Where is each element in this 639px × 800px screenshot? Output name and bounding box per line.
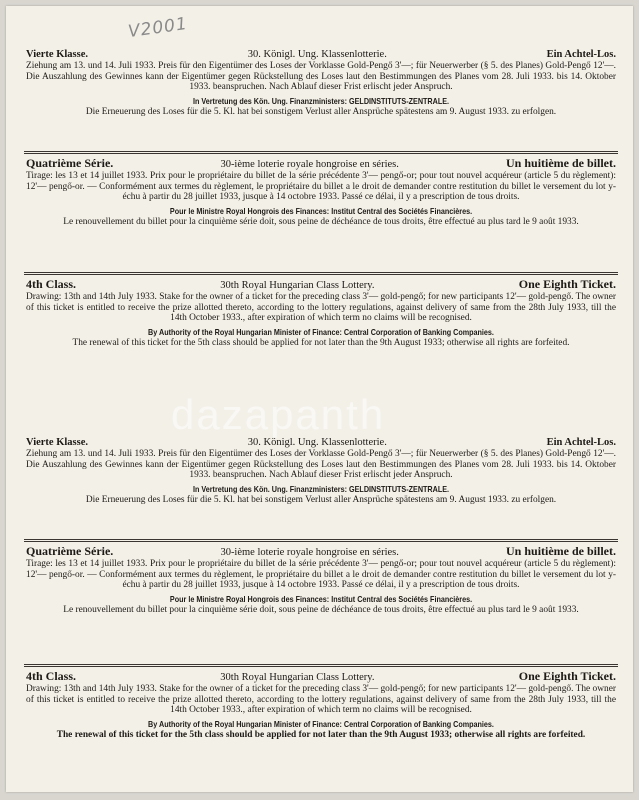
french-section-bottom <box>26 545 616 615</box>
lottery-ticket-sheet <box>6 6 633 792</box>
terms-text: Ziehung am 13. und 14. Juli 1933. Preis für den Eigentümer des Loses der Vorklasse Gold-Pengő 3'—; für Neuerwerber (§ 5. des Planes) Gold-Pengő 12'—. Die Auszahlung des Gewinnes kann der Eigentümer gegen Rückstellung des Loses laut den Bestimmungen des Planes vom 28. Juli 1933. bis 14. Oktober 1933. beanspruchen. Nach Ablauf dieser Frist erlischt jeder Anspruch. <box>26 61 616 93</box>
renewal-text: Le renouvellement du billet pour la cinquième série doit, sous peine de déchéance de tous droits, être effectué au plus tard le 9 août 1933. <box>63 604 579 615</box>
class-label: 4th Class. <box>26 277 77 291</box>
renewal-text: Le renouvellement du billet pour la cinquième série doit, sous peine de déchéance de tous droits, être effectué au plus tard le 9 août 1933. <box>63 216 579 227</box>
divider <box>24 664 618 667</box>
lottery-title: 30-ième loterie royale hongroise en séries. <box>220 547 399 558</box>
english-section-top <box>26 278 616 348</box>
ticket-fraction: Ein Achtel-Los. <box>546 49 616 60</box>
divider <box>24 151 618 154</box>
divider <box>24 539 618 542</box>
terms-text: Drawing: 13th and 14th July 1933. Stake for the owner of a ticket for the preceding class 3'— gold-pengő; for new participants 12'— gold-pengő. The owner of this ticket is entitled to receive the prize allotted thereto, according to the lottery regulations, against delivery of same from the 28th July 1933, till the 14th October 1933., after expiration of which term no claims will be recognised. <box>26 684 616 716</box>
class-label: Vierte Klasse. <box>26 437 89 448</box>
ticket-fraction: Un huitième de billet. <box>506 156 616 170</box>
ticket-fraction: Ein Achtel-Los. <box>546 437 616 448</box>
lottery-title: 30th Royal Hungarian Class Lottery. <box>220 672 375 683</box>
terms-text: Tirage: les 13 et 14 juillet 1933. Prix pour le propriétaire du billet de la série précédente 3'— pengő-or; pour tout nouvel acquéreur (article 5 du règlement): 12'— pengő-or. — Conformément aux termes du règlement, le propriétaire du billet a le droit de demander contre restitution du billet le versement du lot y-échu à partir du 28 juillet 1933, jusque à 14 octobre 1933. Passé ce délai, il y a prescription de tous droits. <box>26 559 616 591</box>
class-label: 4th Class. <box>26 669 77 683</box>
authority-line: Pour le Ministre Royal Hongrois des Finances: Institut Central des Sociétés Financières. <box>169 593 473 604</box>
authority-line: In Vertretung des Kön. Ung. Finanzministers: GELDINSTITUTS-ZENTRALE. <box>192 95 450 106</box>
renewal-text: The renewal of this ticket for the 5th class should be applied for not later than the 9th August 1933; otherwise all rights are forfeited. <box>72 337 570 348</box>
terms-text: Tirage: les 13 et 14 juillet 1933. Prix pour le propriétaire du billet de la série précédente 3'— pengő-or; pour tout nouvel acquéreur (article 5 du règlement): 12'— pengő-or. — Conformément aux termes du règlement, le propriétaire du billet a le droit de demander contre restitution du billet le versement du lot y-échu à partir du 28 juillet 1933, jusque à 14 octobre 1933. Passé ce délai, il y a prescription de tous droits. <box>26 171 616 203</box>
english-section-bottom <box>26 670 616 740</box>
german-section-bottom <box>26 436 616 505</box>
ticket-fraction: Un huitième de billet. <box>506 544 616 558</box>
class-label: Quatrième Série. <box>26 156 114 170</box>
lottery-title: 30. Königl. Ung. Klassenlotterie. <box>247 49 387 60</box>
terms-text: Ziehung am 13. und 14. Juli 1933. Preis für den Eigentümer des Loses der Vorklasse Gold-Pengő 3'—; für Neuerwerber (§ 5. des Planes) Gold-Pengő 12'—. Die Auszahlung des Gewinnes kann der Eigentümer gegen Rückstellung des Loses laut den Bestimmungen des Planes vom 28. Juli 1933. bis 14. Oktober 1933. beanspruchen. Nach Ablauf dieser Frist erlischt jeder Anspruch. <box>26 449 616 481</box>
renewal-text: Die Erneuerung des Loses für die 5. Kl. hat bei sonstigem Verlust aller Ansprüche spätestens am 9. August 1933. zu erfolgen. <box>85 106 557 117</box>
authority-line: By Authority of the Royal Hungarian Minister of Finance: Central Corporation of Banking Companies. <box>148 326 494 337</box>
terms-text: Drawing: 13th and 14th July 1933. Stake for the owner of a ticket for the preceding class 3'— gold-pengő; for new participants 12'— gold-pengő. The owner of this ticket is entitled to receive the prize allotted thereto, according to the lottery regulations, against delivery of same from the 28th July 1933, till the 14th October 1933., after expiration of which term no claims will be recognised. <box>26 292 616 324</box>
renewal-text: Die Erneuerung des Loses für die 5. Kl. hat bei sonstigem Verlust aller Ansprüche spätestens am 9. August 1933. zu erfolgen. <box>85 494 557 505</box>
lottery-title: 30th Royal Hungarian Class Lottery. <box>220 280 375 291</box>
authority-line: In Vertretung des Kön. Ung. Finanzministers: GELDINSTITUTS-ZENTRALE. <box>192 483 450 494</box>
divider <box>24 272 618 275</box>
authority-line: By Authority of the Royal Hungarian Minister of Finance: Central Corporation of Banking Companies. <box>148 718 494 729</box>
class-label: Quatrième Série. <box>26 544 114 558</box>
lottery-title: 30. Königl. Ung. Klassenlotterie. <box>247 437 387 448</box>
pencil-note: V2001 <box>126 13 190 43</box>
renewal-text: The renewal of this ticket for the 5th class should be applied for not later than the 9th August 1933; otherwise all rights are forfeited. <box>56 729 586 740</box>
authority-line: Pour le Ministre Royal Hongrois des Finances: Institut Central des Sociétés Financières. <box>169 205 473 216</box>
lottery-title: 30-ième loterie royale hongroise en séries. <box>220 159 399 170</box>
class-label: Vierte Klasse. <box>26 49 89 60</box>
watermark: dazapanth <box>171 391 386 438</box>
ticket-fraction: One Eighth Ticket. <box>518 277 616 291</box>
german-section-top <box>26 48 616 117</box>
ticket-fraction: One Eighth Ticket. <box>518 669 616 683</box>
french-section-top <box>26 157 616 227</box>
